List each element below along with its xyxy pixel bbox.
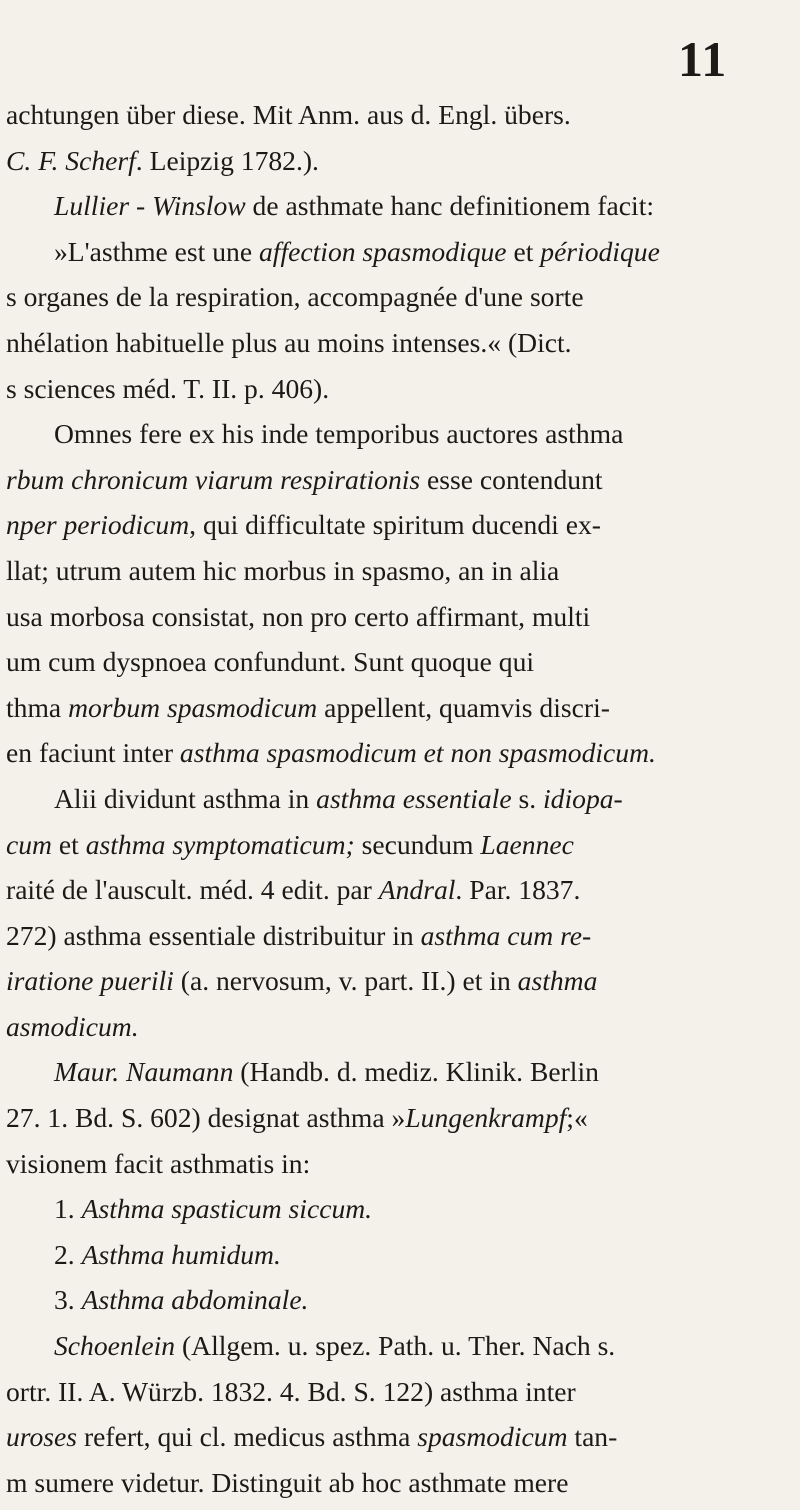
text-segment: Asthma abdominale. bbox=[81, 1284, 309, 1316]
text-line bbox=[6, 548, 796, 594]
text-line bbox=[6, 1369, 796, 1415]
text-line bbox=[6, 1095, 796, 1141]
text-segment: llat; utrum autem hic morbus in spasmo, an in alia bbox=[6, 554, 560, 586]
text-segment: esse contendunt bbox=[420, 463, 603, 495]
text-segment: 3. bbox=[54, 1284, 82, 1316]
text-segment: raité de l'auscult. méd. 4 edit. par bbox=[6, 874, 379, 906]
text-segment: rbum chronicum viarum respirationis bbox=[6, 463, 421, 495]
text-line bbox=[6, 320, 796, 366]
text-segment: et bbox=[506, 235, 541, 267]
text-segment: achtungen über diese. Mit Anm. aus d. Engl. übers. bbox=[6, 99, 571, 130]
text-segment: refert, qui cl. medicus asthma bbox=[77, 1421, 418, 1453]
text-line bbox=[6, 913, 796, 959]
text-line bbox=[6, 822, 796, 868]
text-line bbox=[6, 685, 796, 731]
text-segment: (Handb. d. mediz. Klinik. Berlin bbox=[233, 1056, 599, 1088]
text-segment: Lungenkrampf bbox=[405, 1102, 567, 1134]
text-segment: s sciences méd. T. II. p. 406). bbox=[6, 372, 330, 404]
text-segment: Andral bbox=[378, 874, 456, 906]
text-segment: en faciunt inter bbox=[6, 737, 180, 769]
text-segment: affection spasmodique bbox=[258, 235, 507, 267]
text-line bbox=[6, 1186, 796, 1232]
text-segment: Asthma humidum. bbox=[81, 1238, 281, 1270]
text-segment: de asthmate hanc definitionem facit: bbox=[245, 190, 655, 222]
text-segment: Alii dividunt asthma in bbox=[54, 782, 317, 814]
body-text bbox=[6, 92, 796, 1505]
text-segment: Schoenlein bbox=[54, 1330, 176, 1362]
text-segment: morbum spasmodicum bbox=[68, 691, 318, 723]
text-segment: »L'asthme est une bbox=[54, 235, 259, 267]
text-line bbox=[6, 958, 796, 1004]
text-segment: et bbox=[51, 828, 86, 860]
text-line bbox=[6, 1232, 796, 1278]
text-segment: s. bbox=[511, 782, 544, 814]
text-line bbox=[6, 274, 796, 320]
text-line bbox=[6, 457, 796, 503]
text-line bbox=[6, 1049, 796, 1095]
text-segment: C. F. Scherf bbox=[6, 144, 136, 176]
text-segment: iratione puerili bbox=[6, 965, 174, 997]
text-line bbox=[6, 1141, 796, 1187]
text-segment: Laennec bbox=[480, 828, 574, 860]
text-segment: nhélation habituelle plus au moins intenses.« (Dict. bbox=[6, 326, 572, 358]
text-segment: thma bbox=[6, 691, 69, 723]
text-segment: périodique bbox=[540, 235, 660, 267]
text-segment: 272) asthma essentiale distribuitur in bbox=[6, 919, 421, 951]
text-segment: ortr. II. A. Würzb. 1832. 4. Bd. S. 122) asthma inter bbox=[6, 1375, 576, 1407]
text-segment: Omnes fere ex his inde temporibus auctores asthma bbox=[54, 418, 624, 450]
text-segment: 27. 1. Bd. S. 602) designat asthma » bbox=[6, 1102, 406, 1134]
text-line bbox=[6, 867, 796, 913]
text-line bbox=[6, 1414, 796, 1460]
page-number: 11 bbox=[678, 31, 728, 87]
text-segment: Lullier - Winslow bbox=[54, 190, 246, 222]
text-segment: asthma essentiale bbox=[316, 782, 512, 814]
text-segment: Maur. Naumann bbox=[54, 1056, 234, 1088]
text-segment: asthma symptomaticum; bbox=[85, 828, 355, 860]
text-line bbox=[6, 1323, 796, 1369]
text-segment: Asthma spasticum siccum. bbox=[81, 1193, 373, 1225]
text-line bbox=[6, 411, 796, 457]
text-line bbox=[6, 183, 796, 229]
text-line bbox=[6, 594, 796, 640]
text-segment: m sumere videtur. Distinguit ab hoc asthmate mere bbox=[6, 1466, 569, 1498]
text-line bbox=[6, 92, 796, 138]
text-segment: um cum dyspnoea confundunt. Sunt quoque qui bbox=[6, 646, 535, 678]
text-line bbox=[6, 776, 796, 822]
text-segment: idiopa- bbox=[543, 782, 623, 814]
text-segment: , qui difficultate spiritum ducendi ex- bbox=[189, 509, 601, 541]
text-line bbox=[6, 366, 796, 412]
text-line bbox=[6, 138, 796, 184]
text-line bbox=[6, 1460, 796, 1506]
text-segment: usa morbosa consistat, non pro certo affirmant, multi bbox=[6, 600, 591, 632]
text-segment: 2. bbox=[54, 1238, 82, 1270]
text-segment: asmodicum. bbox=[6, 1010, 139, 1042]
text-segment: ;« bbox=[566, 1102, 588, 1134]
text-segment: tan- bbox=[567, 1421, 618, 1453]
text-segment: asthma spasmodicum et non spasmodicum. bbox=[179, 737, 656, 769]
text-segment: appellent, quamvis discri- bbox=[317, 691, 610, 723]
text-segment: asthma bbox=[517, 965, 598, 997]
text-segment: . Par. 1837. bbox=[455, 874, 581, 906]
text-line bbox=[6, 639, 796, 685]
text-segment: cum bbox=[6, 828, 52, 860]
text-segment: visionem facit asthmatis in: bbox=[6, 1147, 311, 1179]
text-line bbox=[6, 1004, 796, 1050]
text-line bbox=[6, 502, 796, 548]
text-segment: (a. nervosum, v. part. II.) et in bbox=[173, 965, 518, 997]
text-segment: . Leipzig 1782.). bbox=[135, 144, 319, 176]
text-segment: secundum bbox=[354, 828, 481, 860]
text-segment: s organes de la respiration, accompagnée d'une sorte bbox=[6, 281, 584, 313]
text-segment: nper periodicum bbox=[6, 509, 190, 541]
text-line bbox=[6, 229, 796, 275]
text-segment: (Allgem. u. spez. Path. u. Ther. Nach s. bbox=[175, 1330, 616, 1362]
text-segment: asthma cum re- bbox=[420, 919, 592, 951]
text-segment: spasmodicum bbox=[417, 1421, 568, 1453]
text-segment: 1. bbox=[54, 1193, 82, 1225]
text-segment: uroses bbox=[6, 1421, 78, 1453]
text-line bbox=[6, 1277, 796, 1323]
text-line bbox=[6, 730, 796, 776]
